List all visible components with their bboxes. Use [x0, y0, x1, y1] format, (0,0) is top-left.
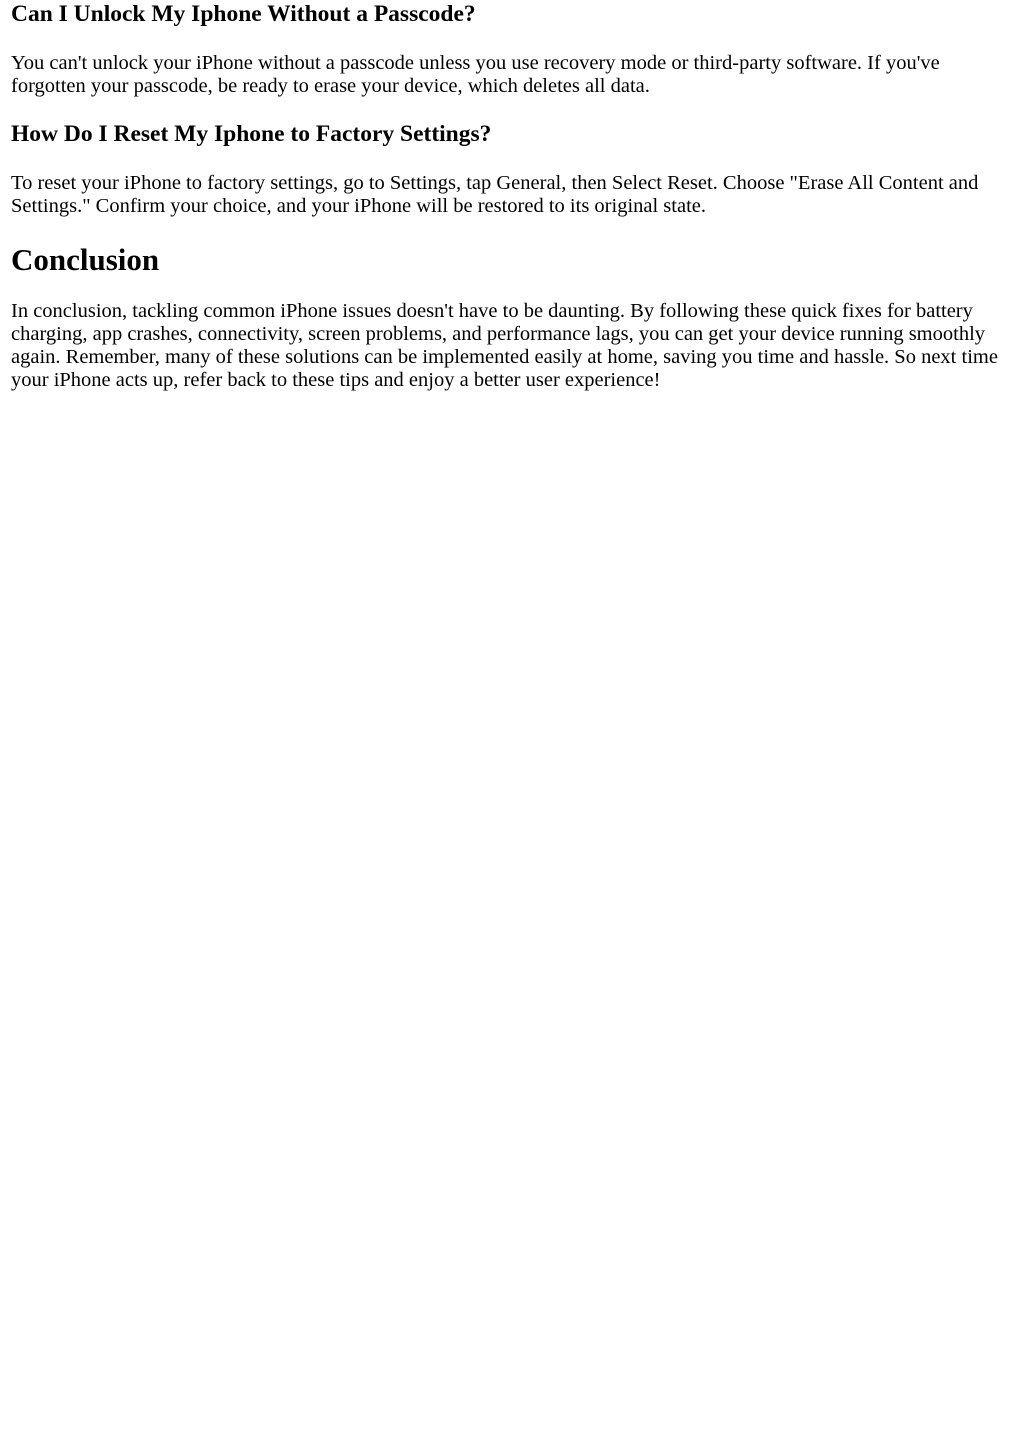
conclusion-heading: Conclusion	[11, 242, 160, 278]
faq-answer-unlock: You can't unlock your iPhone without a passcode unless you use recovery mode or third-party software. If you've forgotten your passcode, be ready to erase your device, which deletes all data.	[11, 52, 940, 98]
conclusion-paragraph: In conclusion, tackling common iPhone issues doesn't have to be daunting. By following these quick fixes for battery charging, app crashes, connectivity, screen problems, and performance lags, you can get your device running smoothly again. Remember, many of these solutions can be implemented easily at home, saving you time and hassle. So next time your iPhone acts up, refer back to these tips and enjoy a better user experience!	[11, 299, 998, 391]
article-page	[0, 1, 1024, 392]
faq-question-unlock-heading: Can I Unlock My Iphone Without a Passcode?	[11, 1, 476, 27]
faq-answer-reset: To reset your iPhone to factory settings, go to Settings, tap General, then Select Reset. Choose "Erase All Content and Settings." Confirm your choice, and your iPhone will be restored to its original state.	[11, 172, 979, 218]
faq-question-reset-heading: How Do I Reset My Iphone to Factory Settings?	[11, 121, 492, 148]
